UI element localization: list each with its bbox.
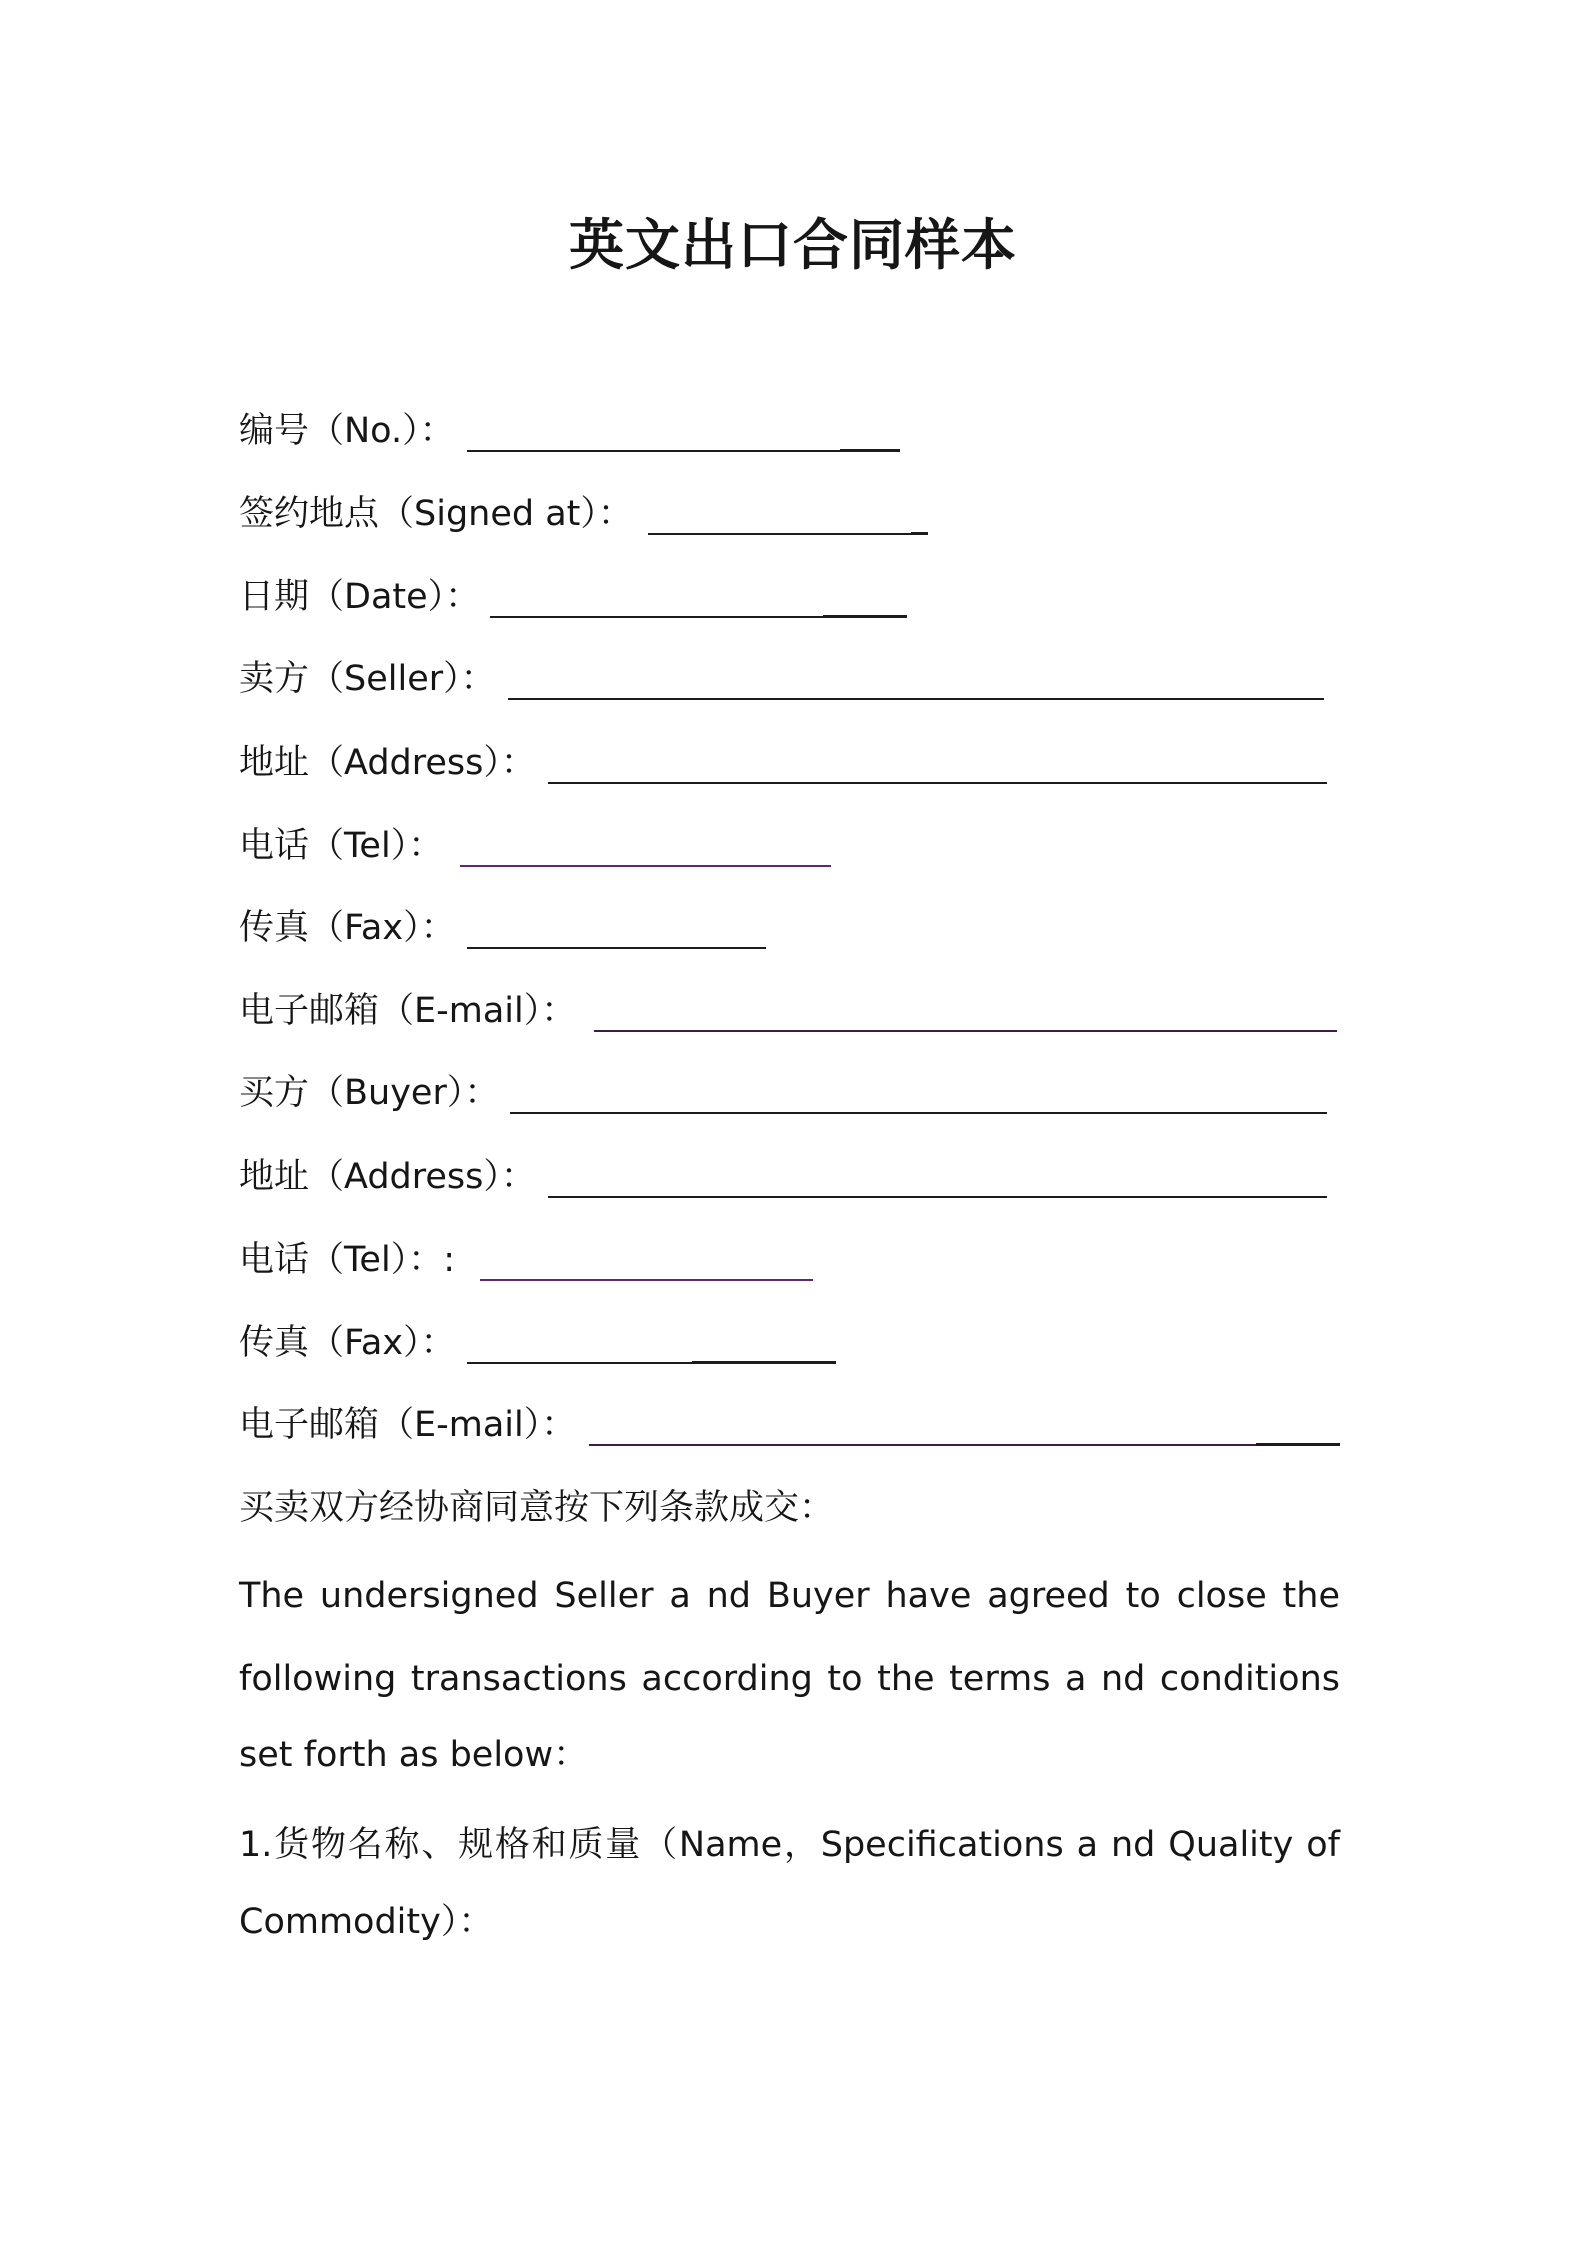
field-label: 买方（Buyer）： [239,1073,500,1113]
number-blank-line-end [840,449,900,452]
buyer-fax-blank-line-end [692,1361,836,1364]
field-buyer-fax [239,1313,1340,1373]
buyer-email-blank-line-end [1256,1443,1340,1446]
field-buyer-tel [239,1230,1340,1290]
clause-1-heading: 1.货物名称、规格和质量（Name，Specifications a nd Quality of [239,1825,1340,1865]
field-seller [239,649,1340,709]
paragraph-line: set forth as below： [239,1735,589,1775]
buyer-address-blank-line [548,1196,1327,1198]
paragraph-line: following transactions according to the terms a nd conditions [239,1659,1340,1699]
seller-tel-blank-line [460,865,831,867]
field-buyer-email [239,1395,1340,1455]
buyer-tel-blank-line [480,1279,813,1281]
paragraph-line: The undersigned Seller a nd Buyer have agreed to close the [239,1576,1340,1616]
seller-blank-line [508,698,1324,700]
field-signed-at [239,484,1340,544]
field-seller-tel [239,816,1340,876]
field-label: 传真（Fax）： [239,1323,456,1363]
field-buyer [239,1063,1340,1123]
field-seller-fax [239,898,1340,958]
field-date [239,567,1340,627]
field-label: 地址（Address）： [239,743,536,783]
field-label: 电话（Tel）： [239,826,444,866]
field-label: 地址（Address）： [239,1157,536,1197]
signed-at-blank-line [648,533,911,535]
field-seller-address [239,733,1340,793]
seller-fax-blank-line [467,947,766,949]
field-buyer-address [239,1147,1340,1207]
buyer-email-blank-line [589,1444,1256,1446]
date-blank-line-end [823,615,907,618]
field-label: 日期（Date）： [239,577,481,617]
field-seller-email [239,981,1340,1041]
seller-email-blank-line [594,1030,1337,1032]
field-label: 签约地点（Signed at）： [239,494,633,534]
number-blank-line [467,450,840,452]
buyer-fax-blank-line [467,1362,692,1364]
field-label: 电子邮箱（E-mail）： [239,1405,577,1445]
clause-1-heading-cont: Commodity）： [239,1902,494,1942]
agreement-intro: 买卖双方经协商同意按下列条款成交： [239,1488,835,1528]
date-blank-line [490,616,823,618]
buyer-blank-line [510,1112,1327,1114]
field-number [239,401,1340,461]
signed-at-blank-line-end [911,532,928,535]
document-title: 英文出口合同样本 [568,213,1017,277]
field-label: 电子邮箱（E-mail）： [239,991,577,1031]
seller-address-blank-line [548,782,1327,784]
field-label: 电话（Tel）：: [239,1240,455,1280]
field-label: 编号（No.）： [239,411,455,451]
field-label: 卖方（Seller）： [239,659,496,699]
field-label: 传真（Fax）： [239,908,456,948]
